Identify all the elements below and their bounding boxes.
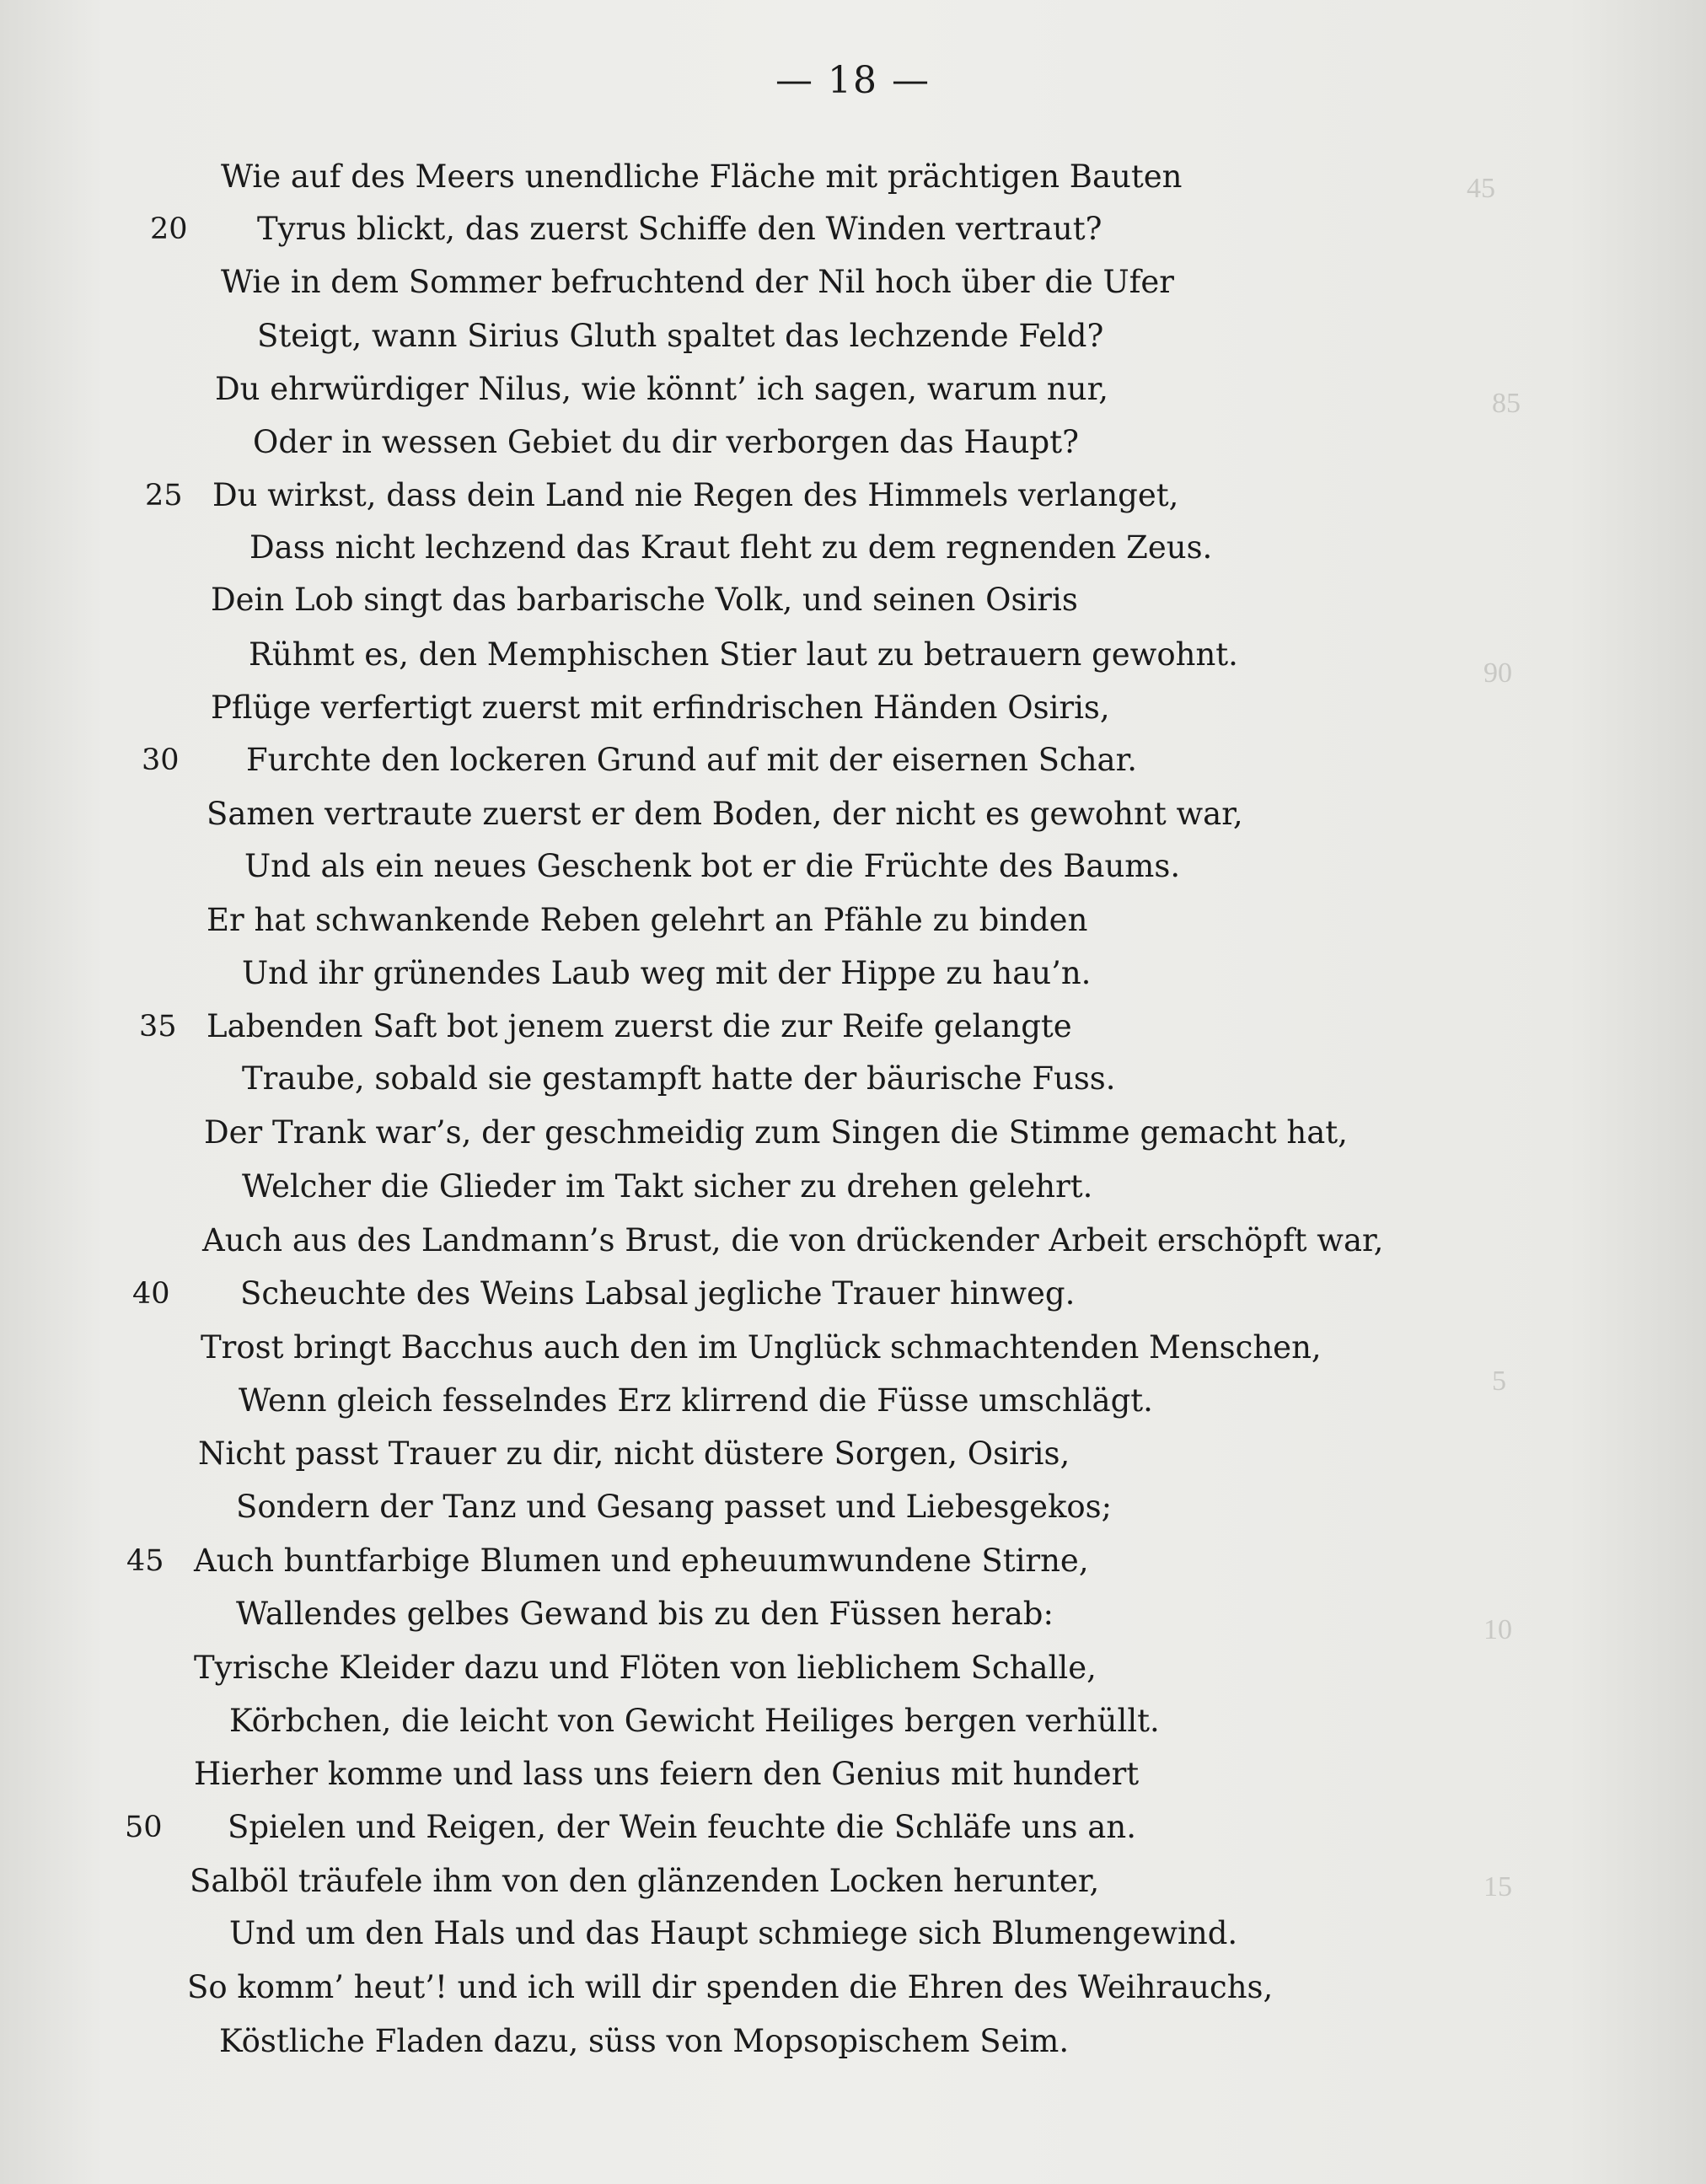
- line-number: 35: [139, 1010, 177, 1044]
- line-number: 45: [126, 1544, 164, 1578]
- verse-line: Wallendes gelbes Gewand bis zu den Füssen herab:: [236, 1596, 1054, 1632]
- verse-line: Tyrus blickt, das zuerst Schiffe den Winden vertraut?: [257, 211, 1102, 247]
- line-number: 40: [132, 1277, 170, 1311]
- verse-line: Der Trank war’s, der geschmeidig zum Singen die Stimme gemacht hat,: [204, 1114, 1348, 1151]
- verse-line: Pflüge verfertigt zuerst mit erfindrischen Händen Osiris,: [211, 690, 1110, 726]
- verse-line: Oder in wessen Gebiet du dir verborgen das Haupt?: [253, 424, 1079, 460]
- verse-line: So komm’ heut’! und ich will dir spenden die Ehren des Weihrauchs,: [187, 1969, 1274, 2005]
- verse-line: Auch buntfarbige Blumen und epheuumwundene Stirne,: [194, 1543, 1089, 1579]
- verse-line: Und um den Hals und das Haupt schmiege sich Blumengewind.: [229, 1915, 1238, 1951]
- line-number: 50: [125, 1811, 163, 1844]
- verse-line: Sondern der Tanz und Gesang passet und Liebesgekos;: [236, 1489, 1113, 1525]
- show-through-text: 10: [1483, 1614, 1512, 1645]
- verse-line: Nicht passt Trauer zu dir, nicht düstere Sorgen, Osiris,: [198, 1435, 1070, 1472]
- line-number: 30: [142, 743, 180, 777]
- verse-line: Salböl träufele ihm von den glänzenden Locken herunter,: [190, 1863, 1100, 1899]
- show-through-text: 85: [1492, 388, 1521, 419]
- verse-line: Er hat schwankende Reben gelehrt an Pfähle zu binden: [207, 902, 1088, 938]
- verse-line: Spielen und Reigen, der Wein feuchte die Schläfe uns an.: [228, 1809, 1136, 1845]
- verse-line: Und als ein neues Geschenk bot er die Früchte des Baums.: [244, 848, 1181, 884]
- verse-line: Dein Lob singt das barbarische Volk, und seinen Osiris: [211, 582, 1078, 618]
- line-number: 20: [150, 212, 188, 246]
- show-through-text: 45: [1467, 173, 1495, 204]
- verse-line: Tyrische Kleider dazu und Flöten von lieblichem Schalle,: [194, 1650, 1097, 1686]
- line-number: 25: [145, 479, 183, 512]
- verse-line: Wie in dem Sommer befruchtend der Nil hoch über die Ufer: [221, 264, 1174, 300]
- verse-line: Wie auf des Meers unendliche Fläche mit prächtigen Bauten: [221, 158, 1183, 195]
- verse-line: Trost bringt Bacchus auch den im Unglück schmachtenden Menschen,: [201, 1329, 1322, 1366]
- verse-line: Körbchen, die leicht von Gewicht Heiliges bergen verhüllt.: [229, 1703, 1160, 1739]
- verse-line: Und ihr grünendes Laub weg mit der Hippe zu hau’n.: [242, 955, 1092, 991]
- verse-line: Scheuchte des Weins Labsal jegliche Trauer hinweg.: [240, 1275, 1076, 1312]
- verse-line: Furchte den lockeren Grund auf mit der eisernen Schar.: [246, 742, 1137, 778]
- verse-line: Du wirkst, dass dein Land nie Regen des Himmels verlanget,: [212, 477, 1179, 513]
- verse-line: Welcher die Glieder im Takt sicher zu drehen gelehrt.: [242, 1168, 1093, 1205]
- verse-line: Samen vertraute zuerst er dem Boden, der nicht es gewohnt war,: [207, 796, 1243, 832]
- page-header: — 18 —: [775, 59, 931, 102]
- verse-line: Hierher komme und lass uns feiern den Genius mit hundert: [194, 1756, 1140, 1792]
- verse-line: Rühmt es, den Memphischen Stier laut zu betrauern gewohnt.: [249, 636, 1238, 673]
- show-through-text: 5: [1492, 1366, 1506, 1397]
- verse-line: Köstliche Fladen dazu, süss von Mopsopischem Seim.: [219, 2023, 1070, 2059]
- verse-line: Wenn gleich fesselndes Erz klirrend die Füsse umschlägt.: [239, 1382, 1153, 1419]
- verse-line: Auch aus des Landmann’s Brust, die von drückender Arbeit erschöpft war,: [202, 1222, 1384, 1258]
- verse-line: Dass nicht lechzend das Kraut fleht zu dem regnenden Zeus.: [249, 529, 1213, 566]
- verse-line: Traube, sobald sie gestampft hatte der bäurische Fuss.: [242, 1060, 1116, 1097]
- show-through-text: 90: [1483, 657, 1512, 689]
- show-through-text: 15: [1483, 1871, 1512, 1902]
- verse-line: Labenden Saft bot jenem zuerst die zur Reife gelangte: [207, 1008, 1072, 1044]
- verse-line: Du ehrwürdiger Nilus, wie könnt’ ich sagen, warum nur,: [215, 371, 1108, 407]
- verse-line: Steigt, wann Sirius Gluth spaltet das lechzende Feld?: [257, 318, 1104, 354]
